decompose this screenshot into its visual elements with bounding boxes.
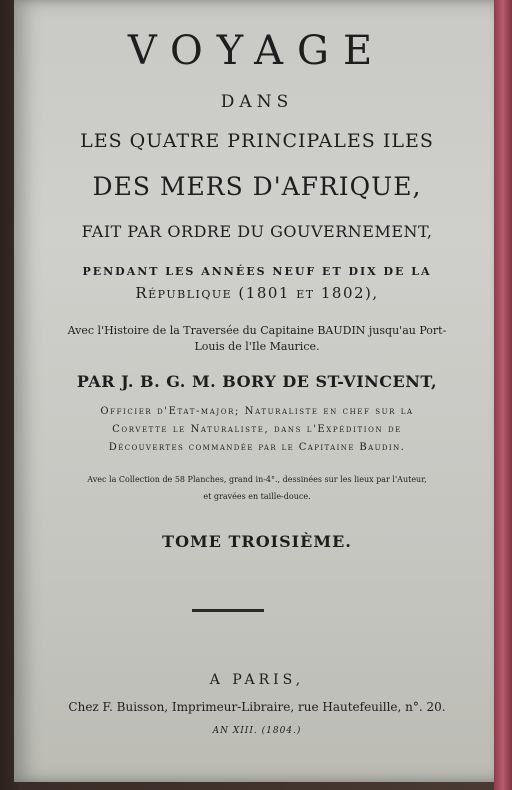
divider-rule: [192, 609, 264, 612]
title-page: [14, 0, 500, 782]
note-port-louis: Louis de l'Ile Maurice.: [194, 340, 320, 353]
subtitle-pendant: PENDANT LES ANNÉES NEUF ET DIX DE LA: [82, 265, 432, 278]
author-title-2: Corvette le Naturaliste, dans l'Expédition de: [112, 424, 402, 435]
title-mers-afrique: DES MERS D'AFRIQUE,: [92, 172, 422, 201]
title-dans: DANS: [220, 92, 294, 112]
subtitle-republique: République (1801 et 1802),: [135, 284, 379, 302]
plates-note: Avec la Collection de 58 Planches, grand in-4°., dessinées sur les lieux par l'Auteur,: [87, 475, 427, 484]
imprint-publisher: Chez F. Buisson, Imprimeur-Libraire, rue Hautefeuille, n°. 20.: [68, 700, 446, 714]
author-title-3: Découvertes commandée par le Capitaine Baudin.: [108, 442, 406, 453]
title-voyage: VOYAGE: [127, 28, 387, 74]
imprint-city: A PARIS,: [209, 672, 305, 688]
volume-label: TOME TROISIÈME.: [162, 532, 352, 551]
subtitle-ordre: FAIT PAR ORDRE DU GOUVERNEMENT,: [81, 222, 433, 241]
imprint-date: AN XIII. (1804.): [212, 726, 302, 736]
note-avec-histoire: Avec l'Histoire de la Traversée du Capitaine BAUDIN jusqu'au Port-: [67, 324, 447, 337]
author-title-1: Officier d'Etat-major; Naturaliste en chef sur la: [100, 406, 414, 417]
author-line: PAR J. B. G. M. BORY DE ST-VINCENT,: [76, 372, 438, 391]
title-quatre-iles: LES QUATRE PRINCIPALES ILES: [80, 130, 434, 152]
cover-edge: [494, 0, 512, 790]
plates-note-2: et gravées en taille-douce.: [203, 492, 311, 501]
